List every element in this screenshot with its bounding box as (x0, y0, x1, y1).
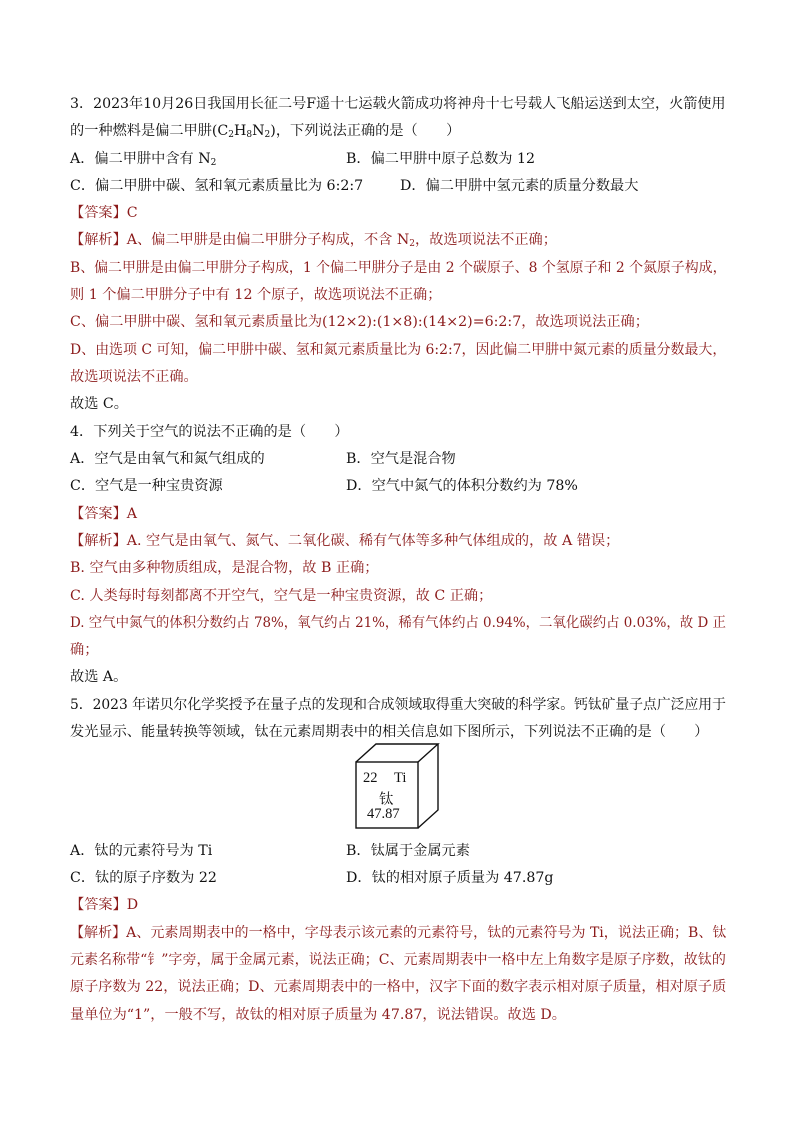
q3-option-d: D．偏二甲肼中氢元素的质量分数最大 (400, 178, 639, 194)
q4-conclusion: 故选 A。 (70, 669, 128, 685)
q4-explanation-line3: C. 人类每时每刻都离不开空气，空气是一种宝贵资源，故 C 正确； (70, 588, 493, 604)
q3-explanation-line5: D、由选项 C 可知，偏二甲肼中碳、氢和氮元素质量比为 6:2:7，因此偏二甲肼中氮元素的质量分数最大， (70, 342, 727, 358)
q5-option-d: D．钛的相对原子质量为 47.87g (346, 870, 554, 886)
element-symbol: Ti (394, 770, 407, 786)
q5-stem-line2: 发光显示、能量转换等领域，钛在元素周期表中的相关信息如下图所示，下列说法不正确的是（ ） (70, 724, 709, 740)
q3-option-c: C．偏二甲肼中碳、氢和氧元素质量比为 6:2:7 (70, 178, 364, 194)
q5-option-b: B．钛属于金属元素 (346, 843, 470, 859)
element-atomic-number: 22 (363, 770, 378, 786)
q4-explanation-line1: 【解析】A. 空气是由氧气、氮气、二氧化碳、稀有气体等多种气体组成的，故 A 错误； (70, 533, 620, 549)
q3-option-a: A．偏二甲肼中含有 $N_2$ (70, 151, 217, 168)
q4-explanation-line2: B. 空气由多种物质组成，是混合物，故 B 正确； (70, 560, 379, 576)
q5-option-a: A．钛的元素符号为 Ti (70, 843, 213, 859)
q3-explanation-line2: B、偏二甲肼是由偏二甲肼分子构成，1 个偏二甲肼分子是由 2 个碳原子、8 个氢原子和 2 个氮原子构成， (70, 260, 727, 276)
q5-explanation-line2: 元素名称带“钅”字旁，属于金属元素，说法正确；C、元素周期表中一格中左上角数字是原子序数，故钛的 (70, 952, 726, 968)
q5-answer: 【答案】D (70, 897, 139, 913)
q5-stem-line1: 5．2023 年诺贝尔化学奖授予在量子点的发现和合成领域取得重大突破的科学家。钙钛矿量子点广泛应用于 (70, 697, 726, 713)
q3-explanation-line3: 则 1 个偏二甲肼分子中有 12 个原子，故选项说法不正确； (70, 287, 442, 303)
q3-answer: 【答案】C (70, 205, 138, 221)
q4-explanation-line5: 确； (70, 642, 99, 658)
q4-option-a: A．空气是由氧气和氮气组成的 (70, 451, 265, 467)
element-cell-figure (350, 740, 440, 832)
q3-stem-line1: 3．2023年10月26日我国用长征二号F遥十七运载火箭成功将神舟十七号载人飞船运送到太空，火箭使用 (70, 96, 726, 112)
q4-option-b: B．空气是混合物 (346, 451, 456, 467)
q3-stem-line2: 的一种燃料是偏二甲肼$(C_2H_8N_2)$，下列说法正确的是（ ） (70, 123, 461, 140)
q3-conclusion: 故选 C。 (70, 396, 128, 412)
q4-stem: 4．下列关于空气的说法不正确的是（ ） (70, 424, 349, 440)
element-atomic-mass: 47.87 (367, 806, 400, 822)
q4-option-d: D．空气中氮气的体积分数约为 78% (346, 478, 578, 494)
q5-explanation-line3: 原子序数为 22，说法正确；D、元素周期表中的一格中，汉字下面的数字表示相对原子质量，相对原子质 (70, 979, 727, 995)
q4-option-c: C．空气是一种宝贵资源 (70, 478, 223, 494)
q3-option-b: B．偏二甲肼中原子总数为 12 (346, 151, 536, 167)
q5-option-c: C．钛的原子序数为 22 (70, 870, 217, 886)
q3-explanation-line6: 故选项说法不正确。 (70, 369, 198, 385)
element-name: 钛 (379, 792, 394, 808)
q4-answer: 【答案】A (70, 506, 137, 522)
q3-explanation-line4: C、偏二甲肼中碳、氢和氧元素质量比为(12×2):(1×8):(14×2)=6:2:7，故选项说法正确； (70, 314, 649, 330)
q5-explanation-line4: 量单位为“1”，一般不写，故钛的相对原子质量为 47.87，说法错误。故选 D。 (70, 1007, 566, 1023)
q5-explanation-line1: 【解析】A、元素周期表中的一格中，字母表示该元素的元素符号，钛的元素符号为 Ti，说法正确；B、钛 (70, 925, 727, 941)
q4-explanation-line4: D. 空气中氮气的体积分数约占 78%，氧气约占 21%，稀有气体约占 0.94%，二氧化碳约占 0.03%，故 D 正 (70, 615, 726, 631)
q3-explanation-line1: 【解析】A、偏二甲肼是由偏二甲肼分子构成，不含 $N_2$，故选项说法不正确； (70, 232, 557, 249)
